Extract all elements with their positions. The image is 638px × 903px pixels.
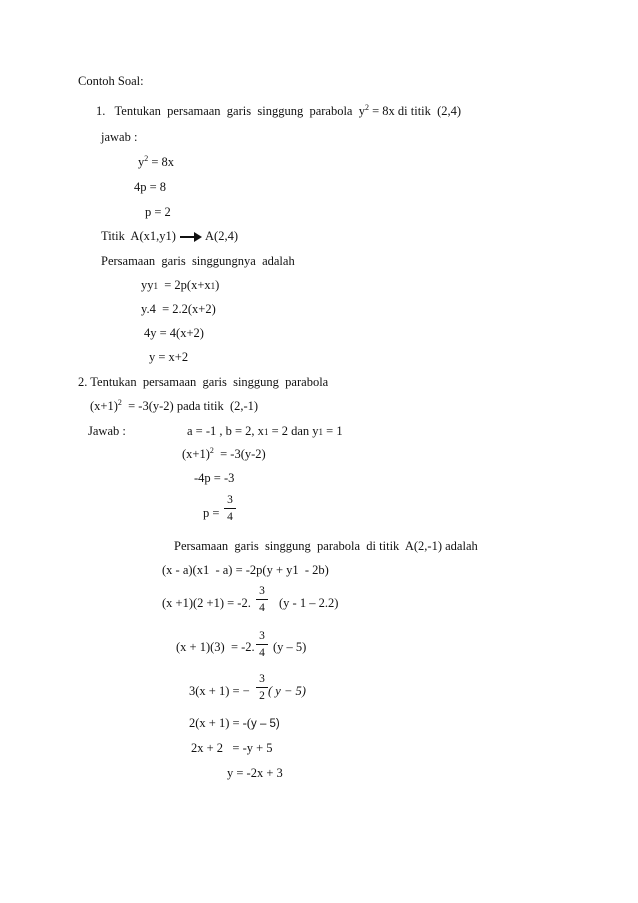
- exponent: 2: [117, 398, 122, 407]
- problem1-equation-3: p = 2: [145, 205, 171, 219]
- problem1-point-line: [101, 229, 176, 243]
- problem1-tangent-intro: Persamaan garis singgungnya adalah: [101, 254, 295, 268]
- fraction-bar: [256, 644, 268, 645]
- problem2-equation: $(x+1)^2 = -3(y-2)$ pada titik (2,-1): [90, 398, 259, 413]
- subscript: 1: [263, 427, 269, 437]
- problem2-result-5: 2(x + 1) = -(y – 5): [189, 716, 280, 730]
- problem1-equation-2: 4p = 8: [134, 180, 167, 194]
- problem1-number: 1.: [96, 104, 106, 118]
- subscript: 1: [210, 281, 216, 291]
- exponent: 2: [364, 103, 369, 112]
- problem2-step-1: $(x+1)^2 = -3(y-2)$: [182, 446, 266, 461]
- fraction-denominator: 4: [227, 511, 233, 523]
- problem2-tangent-intro: Persamaan garis singgung parabola di titik A(2,-1) adalah: [174, 539, 478, 553]
- fraction-bar: [256, 687, 268, 688]
- fraction-denominator: 2: [259, 690, 265, 702]
- problem1-question: [96, 104, 461, 118]
- problem2-result-3-rhs: (y – 5): [273, 640, 307, 654]
- problem1-question-text: Tentukan persamaan garis singgung parabola y: [114, 104, 365, 118]
- problem2-result-2: (x +1)(2 +1) = -2.: [162, 596, 251, 610]
- fraction-numerator: 3: [259, 673, 265, 685]
- problem2-params: a = -1 , b = 2, x1 = 2 dan y1 = 1: [187, 424, 343, 438]
- point-label: Titik A(x1,y1): [101, 229, 176, 243]
- fraction-denominator: 4: [259, 602, 265, 614]
- subscript: 1: [153, 281, 158, 291]
- problem1-tangent-3: 4y = 4(x+2): [144, 326, 204, 340]
- heading: Contoh Soal:: [78, 74, 144, 88]
- problem2-result-4-rhs: ( y − 5): [268, 684, 306, 698]
- fraction-bar: [224, 508, 236, 509]
- exponent: 2: [144, 154, 149, 163]
- fraction-denominator: 4: [259, 647, 265, 659]
- fraction-bar: [256, 599, 268, 600]
- problem1-equation-1: $y^2 = 8x$: [138, 154, 175, 169]
- fraction-numerator: 3: [227, 494, 233, 506]
- fraction-three-quarters: [224, 494, 236, 523]
- problem1-point-target: A(2,4): [205, 229, 238, 243]
- problem2-result-7: y = -2x + 3: [227, 766, 283, 780]
- problem2-result-4: 3(x + 1) = −: [189, 684, 250, 698]
- problem1-tangent-2: y.4 = 2.2(x+2): [141, 302, 216, 316]
- problem1-tangent-4: y = x+2: [149, 350, 189, 364]
- problem2-result-3: (x + 1)(3) = -2.: [176, 640, 255, 654]
- problem2-step-3: p =: [203, 506, 220, 520]
- problem2-result-6: 2x + 2 = -y + 5: [191, 741, 273, 755]
- problem2-step-2: -4p = -3: [194, 471, 235, 485]
- fraction-three-quarters: [256, 585, 268, 614]
- problem1-question-tail: = 8x di titik (2,4): [368, 104, 462, 118]
- fraction-numerator: 3: [259, 585, 265, 597]
- subscript: 1: [318, 427, 324, 437]
- problem1-tangent-1: yy1 = 2p(x+x1): [141, 278, 220, 292]
- exponent: 2: [209, 446, 214, 455]
- fraction-three-halves: [256, 673, 268, 702]
- problem2-result-2-rhs: (y - 1 – 2.2): [279, 596, 339, 610]
- fraction-three-quarters: [256, 630, 268, 659]
- problem1-jawab-label: jawab :: [101, 130, 138, 144]
- problem2-result-1: (x - a)(x1 - a) = -2p(y + y1 - 2b): [162, 563, 329, 577]
- problem2-jawab-label: Jawab :: [88, 424, 126, 438]
- fraction-numerator: 3: [259, 630, 265, 642]
- problem2-title: 2. Tentukan persamaan garis singgung parabola: [78, 375, 329, 389]
- right-arrow-icon: [179, 231, 203, 243]
